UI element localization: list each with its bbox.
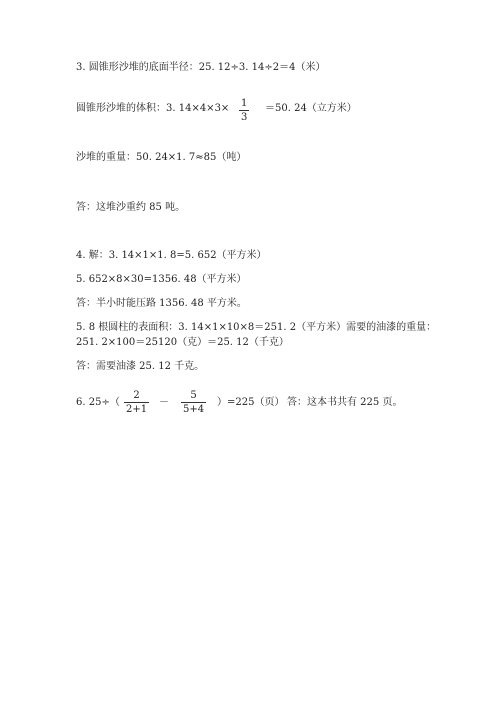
solution-3-radius: 3. 圆锥形沙堆的底面半径：25. 12÷3. 14÷2＝4（米） xyxy=(76,62,326,73)
solution-4-area: 4. 解：3. 14×1×1. 8=5. 652（平方米） xyxy=(76,250,267,261)
fraction-denominator: 2+1 xyxy=(126,404,148,415)
solution-6-result: ）=225（页） xyxy=(217,397,285,408)
fraction-one-third xyxy=(239,98,249,123)
fraction-numerator: 2 xyxy=(133,390,140,401)
solution-5-paint: 251. 2×100＝25120（克）＝25. 12（千克） xyxy=(76,337,289,348)
volume-expression: 圆锥形沙堆的体积：3. 14×4×3× xyxy=(76,103,230,114)
fraction-denominator: 3 xyxy=(241,112,248,123)
solution-6-prefix: 6. 25÷（ xyxy=(76,397,120,408)
fraction-denominator: 5+4 xyxy=(183,404,205,415)
solution-6-answer: 答：这本书共有 225 页。 xyxy=(287,397,403,408)
solution-5-answer: 答：需要油漆 25. 12 千克。 xyxy=(76,361,205,372)
solution-3-weight: 沙堆的重量：50. 24×1. 7≈85（吨） xyxy=(76,152,247,163)
fraction-numerator: 5 xyxy=(190,390,197,401)
fraction-numerator: 1 xyxy=(241,98,248,109)
solution-3-answer: 答：这堆沙重约 85 吨。 xyxy=(76,202,186,213)
solution-4-answer: 答：半小时能压路 1356. 48 平方米。 xyxy=(76,298,247,309)
fraction-five-ninths xyxy=(181,390,206,415)
volume-result: ＝50. 24（立方米） xyxy=(265,103,357,114)
minus-sign: － xyxy=(159,397,169,408)
solution-5-surface: 5. 8 根圆柱的表面积：3. 14×1×10×8＝251. 2（平方米）需要的油漆的重量： xyxy=(76,322,437,333)
fraction-two-thirds xyxy=(124,390,149,415)
solution-4-total: 5. 652×8×30=1356. 48（平方米） xyxy=(76,274,247,285)
